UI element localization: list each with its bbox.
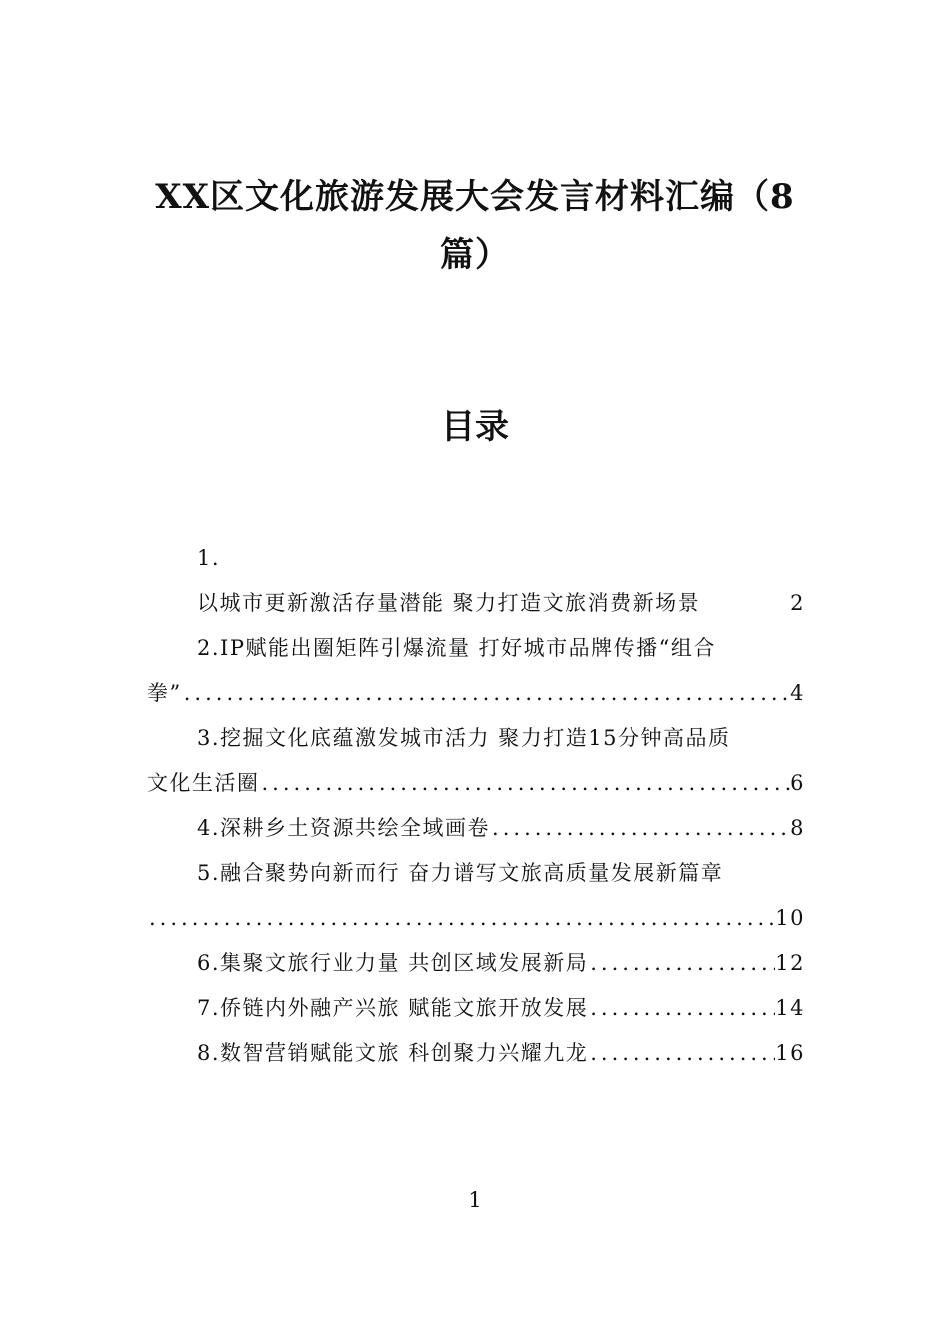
toc-entry-number: 3. [197,726,221,750]
document-title: XX区文化旅游发展大会发言材料汇编（8篇） [155,177,795,275]
toc-entry-page: 12 [775,951,805,975]
table-of-contents [147,536,805,1076]
toc-entry-number: 4. [197,816,221,840]
toc-entry-page: 4 [790,681,805,705]
toc-entry-title: 融合聚势向新而行 奋力谱写文旅高质量发展新篇章 [220,861,724,885]
toc-entry-2-continued[interactable] [147,671,805,716]
toc-entry-2[interactable] [147,626,805,671]
toc-entry-number: 8. [197,1041,221,1065]
dot-leader [147,896,775,941]
toc-entry-5[interactable] [147,851,805,896]
toc-entry-1-number-line[interactable] [147,536,805,581]
toc-entry-title: 侨链内外融产兴旅 赋能文旅开放发展 [220,996,589,1020]
toc-entry-4[interactable] [147,806,805,851]
toc-entry-page: 10 [775,906,805,930]
toc-entry-title: 以城市更新激活存量潜能 聚力打造文旅消费新场景 [197,591,701,615]
toc-entry-1[interactable] [147,581,805,626]
dot-leader [588,941,775,986]
toc-entry-title: 挖掘文化底蕴激发城市活力 聚力打造15分钟高品质 [220,726,731,750]
toc-entry-number: 5. [197,861,221,885]
toc-entry-number: 2. [197,636,221,660]
dot-leader [490,806,790,851]
toc-entry-page: 14 [775,996,805,1020]
toc-entry-page: 6 [790,771,805,795]
toc-entry-title: 数智营销赋能文旅 科创聚力兴耀九龙 [220,1041,589,1065]
toc-entry-page: 16 [775,1041,805,1065]
toc-entry-page: 2 [790,591,805,615]
toc-entry-number: 1. [197,546,221,570]
dot-leader [182,671,790,716]
dot-leader [260,761,791,806]
toc-entry-3-continued[interactable] [147,761,805,806]
toc-entry-page: 8 [790,816,805,840]
toc-entry-7[interactable] [147,986,805,1031]
toc-entry-number: 7. [197,996,221,1020]
toc-entry-5-continued[interactable] [147,896,805,941]
dot-leader [588,1031,775,1076]
toc-entry-title-continued: 拳” [147,681,182,705]
toc-entry-title: 集聚文旅行业力量 共创区域发展新局 [220,951,589,975]
toc-entry-number: 6. [197,951,221,975]
toc-entry-title: 深耕乡土资源共绘全域画卷 [220,816,491,840]
toc-entry-3[interactable] [147,716,805,761]
toc-entry-title-continued: 文化生活圈 [147,771,260,795]
dot-leader [588,986,775,1031]
toc-heading: 目录 [441,407,509,447]
page-number: 1 [468,1188,482,1212]
toc-entry-title: IP赋能出圈矩阵引爆流量 打好城市品牌传播“组合 [220,636,716,660]
toc-entry-6[interactable] [147,941,805,986]
toc-entry-8[interactable] [147,1031,805,1076]
